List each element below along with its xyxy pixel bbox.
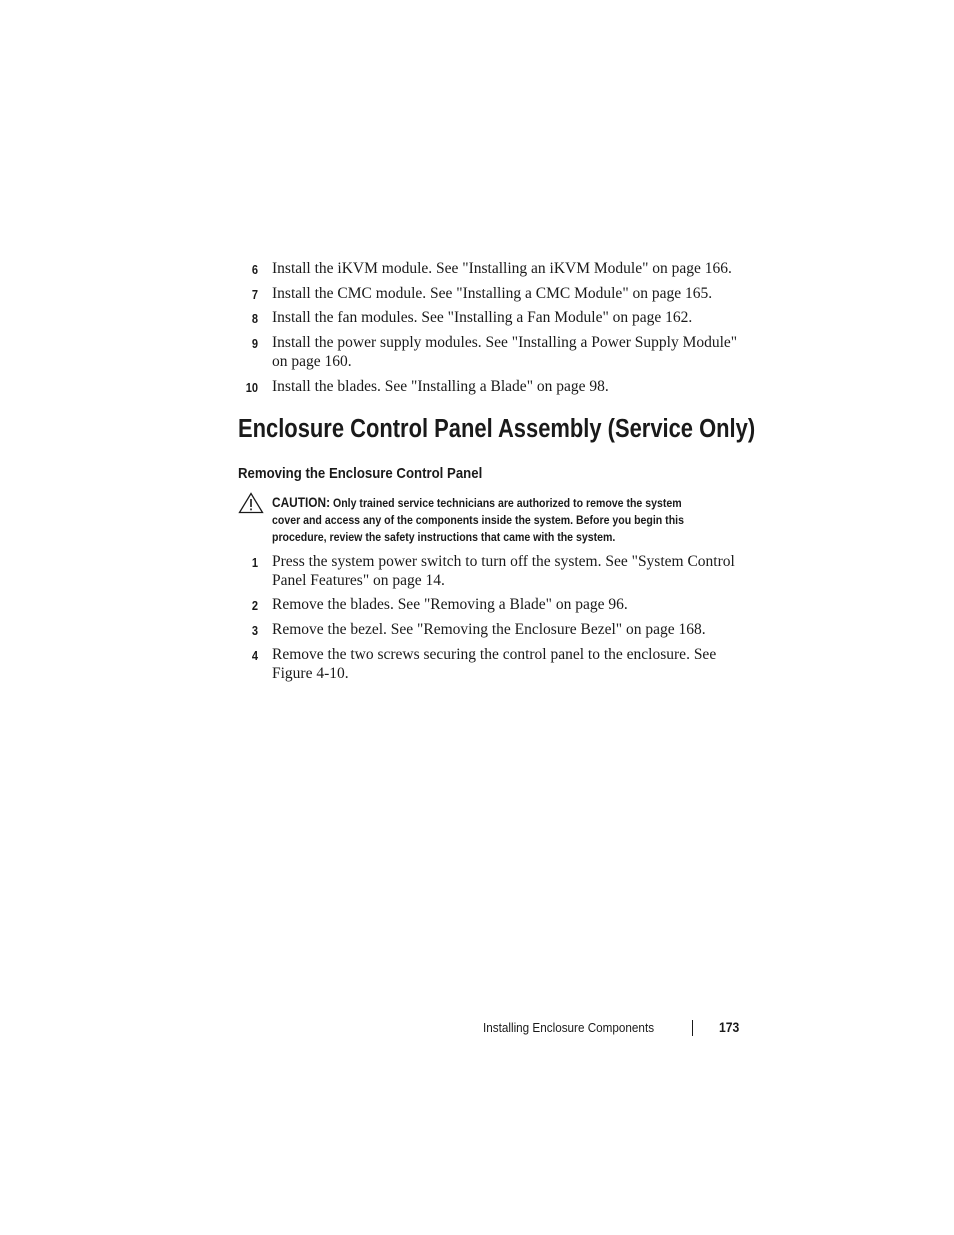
step-text: Remove the two screws securing the control panel to the enclosure. See Figure 4-10. xyxy=(272,646,717,682)
page-number: 173 xyxy=(719,1020,740,1035)
step-text: Install the iKVM module. See "Installing an iKVM Module" on page 166. xyxy=(272,260,732,277)
step-text: Install the blades. See "Installing a Blade" on page 98. xyxy=(272,378,609,395)
step-number: 1 xyxy=(251,555,258,570)
step-text: Remove the bezel. See "Removing the Enclosure Bezel" on page 168. xyxy=(272,621,706,638)
step-number: 9 xyxy=(251,336,258,351)
step-text: Install the power supply modules. See "Installing a Power Supply Module" on page 160. xyxy=(272,334,738,370)
caution-line-2: cover and access any of the components inside the system. Before you begin this xyxy=(272,513,684,527)
caution-line-3: procedure, review the safety instructions that came with the system. xyxy=(272,530,616,544)
footer-divider xyxy=(692,1020,693,1036)
step-text: Press the system power switch to turn off the system. See "System Control Panel Features" on page 14. xyxy=(272,553,735,589)
step-text: Remove the blades. See "Removing a Blade" on page 96. xyxy=(272,596,628,613)
caution-note xyxy=(272,494,742,546)
step-number: 2 xyxy=(251,598,258,613)
caution-label: CAUTION: xyxy=(272,495,331,510)
step-number: 10 xyxy=(245,380,258,395)
step-number: 7 xyxy=(251,287,258,302)
step-number: 3 xyxy=(251,623,258,638)
step-text: Install the CMC module. See "Installing a CMC Module" on page 165. xyxy=(272,285,713,302)
footer-section-title: Installing Enclosure Components xyxy=(483,1020,655,1035)
section-heading: Enclosure Control Panel Assembly (Service Only) xyxy=(238,415,756,443)
caution-triangle-icon xyxy=(238,492,264,514)
subsection-heading: Removing the Enclosure Control Panel xyxy=(238,465,483,482)
step-text: Install the fan modules. See "Installing a Fan Module" on page 162. xyxy=(272,309,693,326)
caution-line-1: CAUTION: Only trained service technicians are authorized to remove the system xyxy=(272,495,682,510)
step-number: 6 xyxy=(251,262,258,277)
step-number: 8 xyxy=(251,311,258,326)
step-number: 4 xyxy=(251,648,258,663)
